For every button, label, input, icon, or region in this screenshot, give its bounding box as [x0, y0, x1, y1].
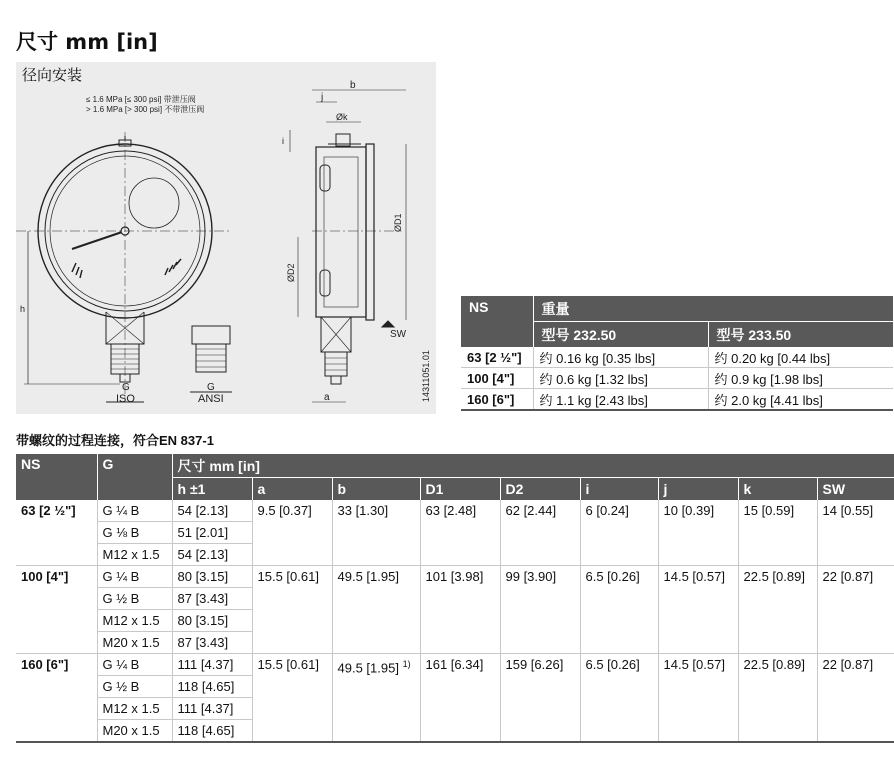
dim-label-b: b: [350, 80, 356, 91]
dim-h: 87 [3.43]: [172, 632, 252, 654]
weight-head-model1: 型号 232.50: [533, 322, 708, 348]
dim-j: 10 [0.39]: [658, 500, 738, 566]
dim-label-sw: SW: [390, 329, 407, 340]
dim-label-j: j: [321, 92, 324, 103]
dim-ns: 63 [2 ½"]: [16, 500, 97, 566]
dim-d1: 101 [3.98]: [420, 566, 500, 654]
table-row: [461, 347, 893, 368]
table-row: [16, 654, 894, 676]
dim-col-d1: D1: [420, 478, 500, 501]
dim-sw: 22 [0.87]: [817, 654, 894, 743]
dim-g: G ¼ B: [97, 500, 172, 522]
dim-k: 22.5 [0.89]: [738, 654, 817, 743]
dim-d1: 63 [2.48]: [420, 500, 500, 566]
dim-g: M20 x 1.5: [97, 720, 172, 743]
dim-h: 54 [2.13]: [172, 500, 252, 522]
dim-d2: 62 [2.44]: [500, 500, 580, 566]
ansi-label: ANSI: [198, 393, 224, 405]
weight-table: [461, 296, 893, 411]
dim-g: G ¼ B: [97, 654, 172, 676]
dim-label-a: a: [324, 392, 330, 403]
note-line-1: ≤ 1.6 MPa [≤ 300 psi] 带泄压阀: [86, 95, 196, 104]
dim-g: M12 x 1.5: [97, 610, 172, 632]
weight-head-ns: NS: [461, 296, 533, 347]
table-row: [461, 389, 893, 411]
weight-head-weight: 重量: [533, 296, 893, 322]
dim-label-d2: ØD2: [286, 263, 296, 282]
dim-g: G ½ B: [97, 588, 172, 610]
dim-col-k: k: [738, 478, 817, 501]
dim-a: 15.5 [0.61]: [252, 566, 332, 654]
note-line-2: > 1.6 MPa [> 300 psi] 不带泄压阀: [86, 105, 205, 114]
weight-ns: 63 [2 ½"]: [461, 347, 533, 368]
dim-head-g: G: [97, 454, 172, 500]
drawing-label: 径向安装: [22, 66, 83, 84]
dim-sw: 22 [0.87]: [817, 566, 894, 654]
dim-a: 9.5 [0.37]: [252, 500, 332, 566]
dim-label-h: h: [20, 304, 26, 314]
dim-h: 87 [3.43]: [172, 588, 252, 610]
g-iso-label: G: [122, 382, 130, 393]
dim-h: 80 [3.15]: [172, 610, 252, 632]
g-ansi-label: G: [207, 382, 215, 393]
dim-col-j: j: [658, 478, 738, 501]
dim-h: 111 [4.37]: [172, 654, 252, 676]
dim-col-h: h ±1: [172, 478, 252, 501]
dim-label-i: i: [282, 136, 284, 146]
weight-model2: 约 0.9 kg [1.98 lbs]: [708, 368, 893, 389]
dim-i: 6.5 [0.26]: [580, 566, 658, 654]
weight-ns: 160 [6"]: [461, 389, 533, 411]
dim-head-dims: 尺寸 mm [in]: [172, 454, 894, 478]
section-subtitle: 带螺纹的过程连接，符合EN 837-1: [16, 433, 214, 448]
dim-k: 15 [0.59]: [738, 500, 817, 566]
dim-b: 49.5 [1.95]: [332, 566, 420, 654]
dimension-drawing: [16, 62, 436, 414]
dim-head-ns: NS: [16, 454, 97, 500]
dim-j: 14.5 [0.57]: [658, 654, 738, 743]
dim-label-k: Øk: [336, 112, 348, 122]
dim-g: M12 x 1.5: [97, 698, 172, 720]
dim-h: 54 [2.13]: [172, 544, 252, 566]
dim-i: 6.5 [0.26]: [580, 654, 658, 743]
dim-a: 15.5 [0.61]: [252, 654, 332, 743]
dim-col-sw: SW: [817, 478, 894, 501]
gauge-drawing-svg: [16, 62, 436, 414]
dim-label-d1: ØD1: [393, 213, 403, 232]
dim-ns: 160 [6"]: [16, 654, 97, 743]
dim-h: 80 [3.15]: [172, 566, 252, 588]
dim-b: 33 [1.30]: [332, 500, 420, 566]
weight-head-model2: 型号 233.50: [708, 322, 893, 348]
dim-ns: 100 [4"]: [16, 566, 97, 654]
dim-b: 49.5 [1.95] $^{1)}$: [332, 654, 420, 743]
dim-h: 111 [4.37]: [172, 698, 252, 720]
footnote-ref: 1): [402, 659, 411, 669]
dim-col-a: a: [252, 478, 332, 501]
dim-g: G ⅛ B: [97, 522, 172, 544]
dim-d2: 159 [6.26]: [500, 654, 580, 743]
dim-g: G ½ B: [97, 676, 172, 698]
weight-model1: 约 0.16 kg [0.35 lbs]: [533, 347, 708, 368]
dim-col-b: b: [332, 478, 420, 501]
table-row: [461, 368, 893, 389]
dim-sw: 14 [0.55]: [817, 500, 894, 566]
dim-d1: 161 [6.34]: [420, 654, 500, 743]
dim-j: 14.5 [0.57]: [658, 566, 738, 654]
weight-ns: 100 [4"]: [461, 368, 533, 389]
weight-model1: 约 1.1 kg [2.43 lbs]: [533, 389, 708, 411]
iso-label: ISO: [116, 393, 135, 405]
weight-model2: 约 0.20 kg [0.44 lbs]: [708, 347, 893, 368]
dim-col-d2: D2: [500, 478, 580, 501]
dim-g: M12 x 1.5: [97, 544, 172, 566]
dim-i: 6 [0.24]: [580, 500, 658, 566]
dimension-table: [16, 454, 894, 743]
page-title: 尺寸 mm [in]: [16, 30, 158, 54]
dim-h: 51 [2.01]: [172, 522, 252, 544]
table-row: [16, 500, 894, 522]
dim-col-i: i: [580, 478, 658, 501]
weight-model1: 约 0.6 kg [1.32 lbs]: [533, 368, 708, 389]
dim-g: M20 x 1.5: [97, 632, 172, 654]
side-view-case: [316, 147, 366, 317]
dim-h: 118 [4.65]: [172, 720, 252, 743]
dim-k: 22.5 [0.89]: [738, 566, 817, 654]
table-row: [16, 566, 894, 588]
dim-h: 118 [4.65]: [172, 676, 252, 698]
drawing-number: 14311051.01: [421, 350, 431, 402]
gauge-pointer: [72, 231, 125, 249]
dim-g: G ¼ B: [97, 566, 172, 588]
weight-model2: 约 2.0 kg [4.41 lbs]: [708, 389, 893, 411]
dim-d2: 99 [3.90]: [500, 566, 580, 654]
